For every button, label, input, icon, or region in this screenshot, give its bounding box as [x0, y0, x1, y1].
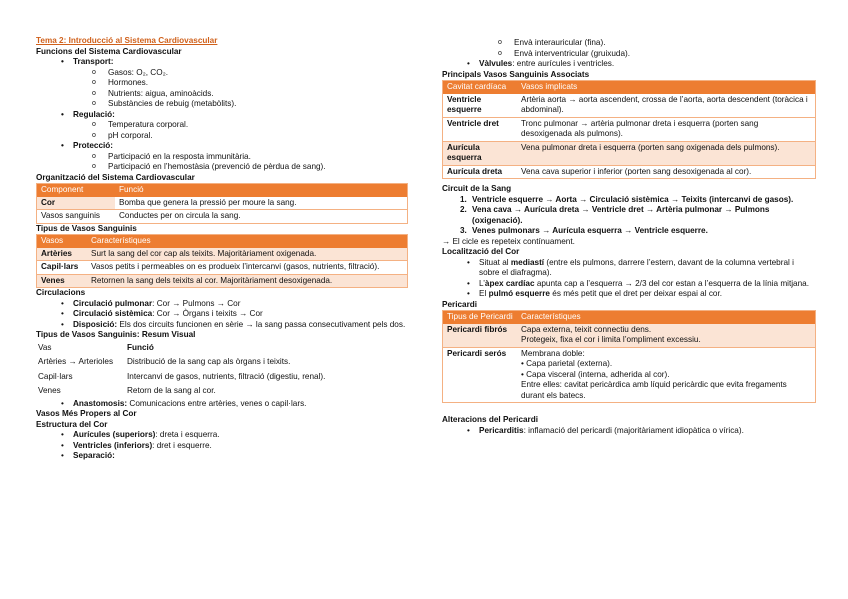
table-cell: Artèries [37, 248, 88, 261]
list-item: • Regulació: [36, 110, 408, 121]
list-item: • Separació: [36, 451, 408, 462]
table-cell: Artèria aorta → aorta ascendent, crossa de l’aorta, aorta descendent (toràcica i abdominal). [517, 94, 816, 118]
list-item: 1. Ventricle esquerre → Aorta → Circulació sistèmica → Teixits (intercanvi de gasos). [460, 194, 794, 204]
circuit-note: → El cicle es repeteix contínuament. [442, 236, 575, 246]
table-cell: Distribució de la sang cap als òrgans i teixits. [127, 357, 291, 366]
list-item: • Situat al mediastí (entre els pulmons, darrere l’estern, davant de la columna vertebral i sobre el diafragma). [442, 258, 816, 279]
estructura-heading: Estructura del Cor [36, 419, 108, 429]
table-cell: Aurícula dreta [443, 165, 518, 179]
list-item: • Anastomosis: Comunicacions entre artèries, venes o capil·lars. [36, 399, 408, 410]
organitzacio-heading: Organització del Sistema Cardiovascular [36, 172, 195, 182]
organitzacio-table [36, 183, 408, 224]
list-item: • Transport: [36, 57, 408, 68]
list-item: o Participació en la resposta immunitària. [36, 152, 408, 163]
list-item: • L’àpex cardíac apunta cap a l’esquerra → 2/3 del cor estan a l’esquerra de la línia mitjana. [442, 279, 816, 290]
principals-table [442, 80, 816, 179]
circulacions-heading: Circulacions [36, 288, 86, 297]
list-item: • Circulació sistèmica: Cor → Òrgans i teixits → Cor [36, 309, 408, 320]
list-item: 2. Vena cava → Aurícula dreta → Ventricle dret → Artèria pulmonar → Pulmons (oxigenació). [460, 205, 770, 225]
list-item: o Participació en l’hemostàsia (prevenció de pèrdua de sang). [36, 162, 408, 173]
circuit-heading: Circuit de la Sang [442, 184, 512, 193]
table-header: Cavitat cardíaca [443, 81, 518, 94]
table-cell: Pericardi serós [443, 347, 518, 403]
list-item: o Nutrients: aigua, aminoàcids. [36, 89, 408, 100]
table-cell: Ventricle dret [443, 117, 518, 141]
table-header: Component [37, 184, 116, 197]
table-cell: Pericardi fibrós [443, 324, 518, 348]
alteracions-list [442, 426, 816, 437]
table-header: Característiques [517, 311, 816, 324]
table-cell: Tronc pulmonar → artèria pulmonar dreta i esquerra (porten sang desoxigenada als pulmons). [517, 117, 816, 141]
list-item: 3. Venes pulmonars → Aurícula esquerra → Ventricle esquerre. [460, 226, 708, 235]
list-item: o Envà interauricular (fina). [442, 38, 816, 49]
list-item: • Circulació pulmonar: Cor → Pulmons → Cor [36, 299, 408, 310]
list-item: o Hormones. [36, 78, 408, 89]
table-cell: Retornen la sang dels teixits al cor. Majoritàriament desoxigenada. [87, 274, 408, 288]
table-cell: Retorn de la sang al cor. [127, 386, 216, 395]
tipus-table [36, 234, 408, 288]
resum-heading: Tipus de Vasos Sanguinis: Resum Visual [36, 330, 196, 339]
resum-table [36, 341, 408, 399]
funcions-list [36, 57, 408, 173]
list-item: o Temperatura corporal. [36, 120, 408, 131]
table-cell: Vasos sanguinis [37, 210, 116, 224]
localitzacio-heading: Localització del Cor [442, 247, 520, 256]
document-title: Tema 2: Introducció al Sistema Cardiovascular [36, 36, 218, 45]
list-item: o Gasos: O₂, CO₂. [36, 68, 408, 79]
anastomosis-list [36, 399, 408, 410]
funcions-heading: Funcions del Sistema Cardiovascular [36, 46, 182, 56]
pericardi-heading: Pericardi [442, 299, 478, 309]
table-header: Tipus de Pericardi [443, 311, 518, 324]
table-cell: Venes [38, 386, 61, 395]
list-item: • Vàlvules: entre aurícules i ventricles. [442, 59, 816, 70]
right-column [442, 38, 816, 436]
list-item: o Substàncies de rebuig (metabòlits). [36, 99, 408, 110]
localitzacio-list [442, 258, 816, 300]
table-cell: Capa externa, teixit connectiu dens. Protegeix, fixa el cor i limita l’ompliment excessiu. [517, 324, 816, 348]
circulacions-list [36, 299, 408, 331]
list-item: • Aurícules (superiors): dreta i esquerra. [36, 430, 408, 441]
table-cell: Membrana doble: • Capa parietal (externa). • Capa visceral (interna, adherida al cor). Entre elles: cavitat pericàrdica amb líquid pericàrdic que evita fregaments durant els batecs. [517, 347, 816, 403]
table-cell: Conductes per on circula la sang. [115, 210, 408, 224]
table-cell: Cor [37, 197, 116, 210]
table-cell: Ventricle esquerre [443, 94, 518, 118]
table-header: Vasos implicats [517, 81, 816, 94]
estructura-list [36, 430, 408, 462]
left-column [36, 36, 408, 462]
alteracions-heading: Alteracions del Pericardi [442, 415, 539, 424]
table-header: Vasos [37, 235, 88, 248]
pericardi-table [442, 310, 816, 403]
table-cell: Venes [37, 274, 88, 288]
table-cell: Intercanvi de gasos, nutrients, filtració (digestiu, renal). [127, 371, 326, 381]
table-cell: Surt la sang del cor cap als teixits. Majoritàriament oxigenada. [87, 248, 408, 261]
principals-heading: Principals Vasos Sanguinis Associats [442, 69, 590, 79]
table-header: Funció [115, 184, 408, 197]
list-item: • Disposició: Els dos circuits funcionen en sèrie → la sang passa consecutivament pels dos. [36, 320, 408, 331]
propers-heading: Vasos Més Propers al Cor [36, 409, 137, 418]
table-cell: Capil·lars [37, 261, 88, 275]
table-cell: Artèries → Arterioles [38, 357, 114, 366]
table-cell: Vena pulmonar dreta i esquerra (porten sang oxigenada dels pulmons). [517, 141, 816, 165]
table-header: Característiques [87, 235, 408, 248]
table-header: Vas [38, 342, 52, 352]
table-cell: Vena cava superior i inferior (porten sang desoxigenada al cor). [517, 165, 816, 179]
table-header: Funció [127, 342, 154, 352]
list-item: • Pericarditis: inflamació del pericardi (majoritàriament idiopàtica o vírica). [442, 426, 816, 437]
tipus-heading: Tipus de Vasos Sanguinis [36, 223, 137, 233]
separacio-list [442, 38, 816, 70]
table-cell: Bomba que genera la pressió per moure la sang. [115, 197, 408, 210]
table-cell: Aurícula esquerra [443, 141, 518, 165]
list-item: o Envà interventricular (gruixuda). [442, 49, 816, 60]
list-item: • Ventricles (inferiors): dret i esquerre. [36, 441, 408, 452]
list-item: o pH corporal. [36, 131, 408, 142]
table-cell: Vasos petits i permeables on es produeix l’intercanvi (gasos, nutrients, filtració). [87, 261, 408, 275]
list-item: • El pulmó esquerre és més petit que el dret per deixar espai al cor. [442, 289, 816, 300]
table-cell: Capil·lars [38, 371, 73, 381]
list-item: • Protecció: [36, 141, 408, 152]
